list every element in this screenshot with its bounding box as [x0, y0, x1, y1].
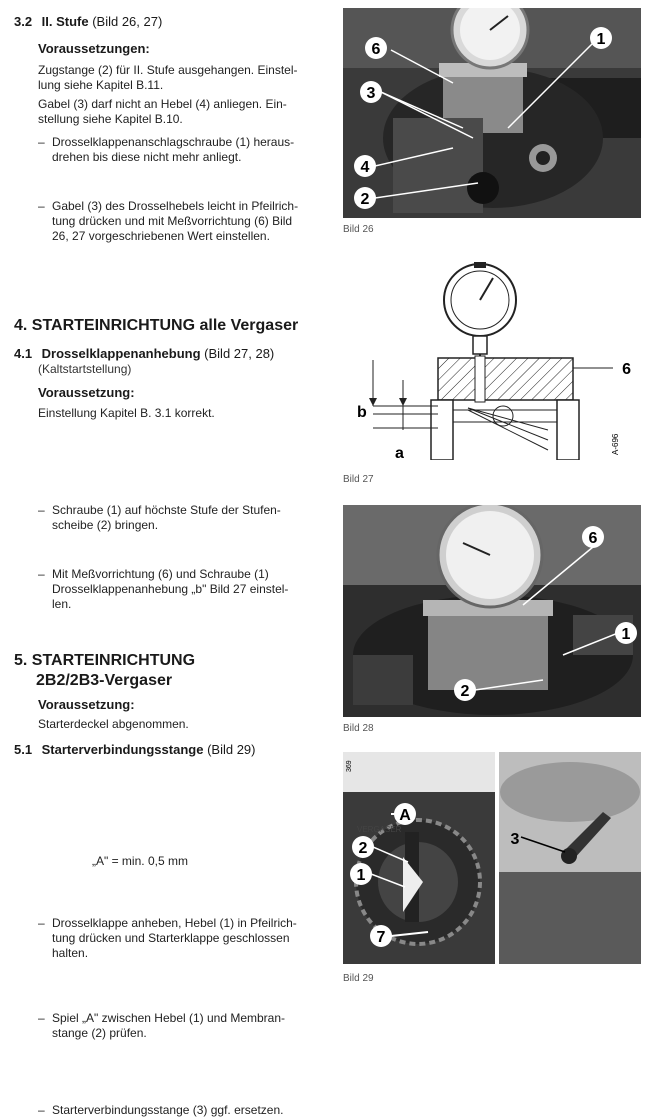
figure-label: 2	[360, 191, 370, 208]
figure-label: 4	[360, 159, 370, 176]
figure-label: 6	[371, 41, 381, 58]
figure-label: 7	[376, 929, 386, 946]
figure-label: A	[399, 807, 411, 824]
prerequisites-label: Voraussetzungen:	[38, 41, 150, 56]
drawing-code: A-696	[611, 433, 620, 455]
section-subtitle: (Kaltstartstellung)	[38, 362, 132, 376]
list-item: – Drosselklappenanschlagschraube (1) heraus- drehen bis diese nicht mehr anliegt.	[38, 135, 322, 165]
paragraph: Gabel (3) darf nicht an Hebel (4) anliegen. Ein- stellung siehe Kapitel B.10.	[38, 97, 287, 126]
figure-label: 1	[596, 31, 606, 48]
prerequisite-label: Voraussetzung:	[38, 697, 135, 712]
chapter-5-heading: 5. STARTEINRICHTUNG 2B2/2B3-Vergaser	[14, 652, 196, 689]
figure-label: b	[357, 404, 367, 421]
figure-bild-28-photo	[343, 505, 641, 717]
figure-label: a	[395, 445, 404, 460]
figure-label: 2	[460, 683, 470, 700]
carburetor-photo-illustration	[343, 8, 641, 218]
figure-bild-26-photo	[343, 8, 641, 218]
figure-caption: Bild 26	[343, 224, 374, 235]
section-title: II. Stufe	[41, 14, 89, 29]
paragraph: Zugstange (2) für II. Stufe ausgehangen. Einstel- lung siehe Kapitel B.11.	[38, 63, 298, 92]
section-3-2-heading	[14, 14, 162, 29]
list-item: – Spiel „A" zwischen Hebel (1) und Membran- stange (2) prüfen.	[38, 1011, 322, 1041]
carburetor-photo-illustration	[343, 505, 641, 717]
section-4-1-heading: 4.1 Drosselklappenanhebung (Bild 27, 28)	[14, 346, 275, 361]
list-item: – Schraube (1) auf höchste Stufe der Stufen- scheibe (2) bringen.	[38, 503, 322, 533]
figure-label: 1	[621, 626, 631, 643]
figure-bild-29-photos	[343, 752, 641, 964]
list-item: – Starterverbindungsstange (3) ggf. ersetzen.	[38, 1103, 322, 1118]
figure-caption: Bild 28	[343, 723, 374, 734]
paragraph: Starterdeckel abgenommen.	[38, 717, 189, 731]
housing-inscription: VERGASER	[357, 825, 402, 834]
figure-caption: Bild 29	[343, 973, 374, 984]
paragraph: Einstellung Kapitel B. 3.1 korrekt.	[38, 406, 215, 420]
list-item: – Mit Meßvorrichtung (6) und Schraube (1) Drosselklappenanhebung „b" Bild 27 einstel- len.	[38, 567, 322, 612]
section-number: 3.2	[14, 14, 33, 29]
figure-reference: (Bild 26, 27)	[92, 14, 163, 29]
figure-label: 3	[510, 831, 520, 848]
list-item: – Gabel (3) des Drosselhebels leicht in Pfeilrich- tung drücken und mit Meßvorrichtung (6) Bild 26, 27 vorgeschriebenen Wert einstellen.	[38, 199, 322, 244]
figure-caption: Bild 27	[343, 474, 374, 485]
prerequisite-label: Voraussetzung:	[38, 385, 135, 400]
figure-label: 3	[366, 85, 376, 102]
figure-bild-27-drawing	[343, 260, 641, 460]
list-item: – Drosselklappe anheben, Hebel (1) in Pfeilrich- tung drücken und Starterklappe geschlossen halten.	[38, 916, 322, 961]
figure-label: 6	[622, 361, 631, 378]
measurement-diagram	[343, 260, 641, 460]
formula: „A" = min. 0,5 mm	[92, 854, 188, 868]
photo-code: 369	[346, 760, 353, 772]
chapter-4-heading: 4. STARTEINRICHTUNG alle Vergaser	[14, 317, 299, 334]
figure-label: 1	[356, 867, 366, 884]
section-5-1-heading: 5.1 Starterverbindungsstange (Bild 29)	[14, 742, 256, 757]
figure-label: 2	[358, 840, 368, 857]
figure-label: 6	[588, 530, 598, 547]
starter-linkage-photo-illustration	[343, 752, 641, 964]
